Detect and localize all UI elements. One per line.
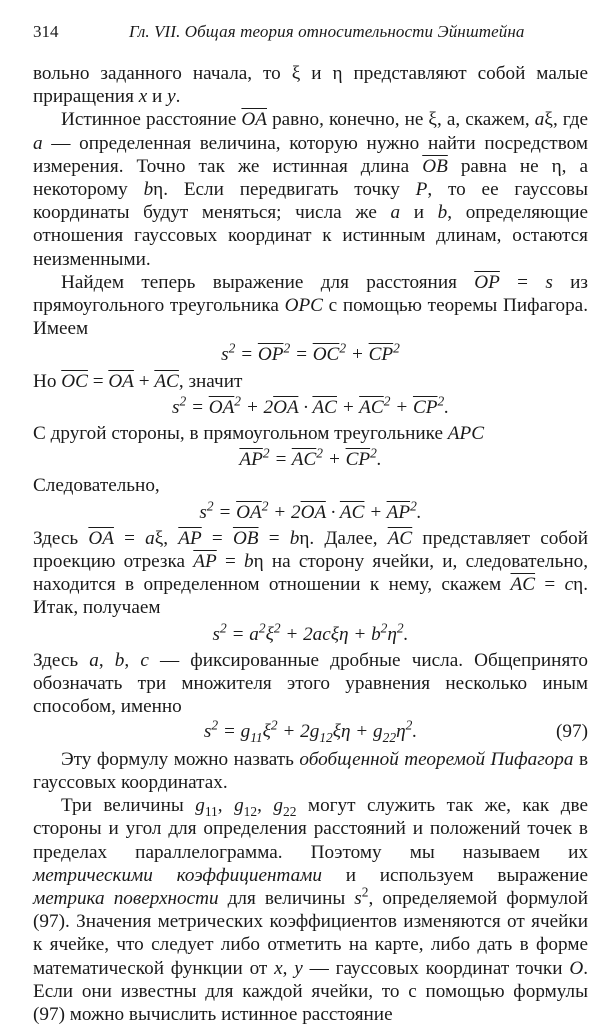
paragraph: Следовательно, xyxy=(33,475,160,497)
paragraph: Здесь a, b, c — фиксированные дробные числа. Общепринято обозначать три множителя этого уравнения несколько иным способом, именно xyxy=(33,649,588,718)
formula: $\overline{AP}^2 = \overline{AC}^2 + \overline{CP}^2$. xyxy=(239,445,382,471)
formula: $s^2 = \overline{OP}^2 = \overline{OC}^2 + \overline{CP}^2$ xyxy=(221,341,400,366)
paragraph: Здесь $\overline{OA} = a\xi$, $\overline{AP} = \overline{OB} = b\eta$. Далее, $\overline{AC}$ представляет собой проекцию отрезка $\overline{AP} = b\eta$ на сторону ячейки, и, следовательно, находится в определенном отношении к нему, скажем $\overline{AC} = c\eta$. Итак, получаем xyxy=(33,527,588,619)
paragraph: Найдем теперь выражение для расстояния $\overline{OP} = s$ из прямоугольного треугольника OPC с помощью теоремы Пифагора. Имеем xyxy=(33,271,588,340)
paragraph: Но $\overline{OC} = \overline{OA} + \overline{AC}$, значит xyxy=(33,370,243,392)
formula: $s^2 = a^2\xi^2 + 2ac\xi\eta + b^2\eta^2$. xyxy=(212,620,409,645)
running-title: Гл. VII. Общая теория относительности Эйнштейна xyxy=(129,22,525,41)
formula: $s^2 = \overline{OA}^2 + 2\overline{OA} \cdot \overline{AC} + \overline{AC}^2 + \overline{CP}^2$. xyxy=(171,393,450,418)
paragraph: Эту формулу можно назвать обобщенной теоремой Пифагора в гауссовых координатах. xyxy=(33,748,588,793)
paragraph: Истинное расстояние $\overline{OA}$ равно, конечно, не ξ, а, скажем, aξ, где a — определенная величина, которую нужно найти посредством измерения. Точно так же истинная длина $\overline{OB}$ равна не η, а некоторому bη. Если передвигать точку P, то ее гауссовы координаты будут меняться; числа же a и b, определяющие отношения гауссовых координат к истинным длинам, остаются неизменными. xyxy=(33,109,589,270)
paragraph: С другой стороны, в прямоугольном треугольнике APC xyxy=(33,423,485,445)
page-body xyxy=(33,62,588,1026)
formula-numbered: $s^2 = g_{11}\xi^2 + 2g_{12}\xi\eta + g_{22}\eta^2$. (97) xyxy=(203,718,588,746)
paragraph: вольно заданного начала, то ξ и η представляют собой малые приращения x и y. xyxy=(33,63,588,108)
paragraph: Три величины $g_{11}$, $g_{12}$, $g_{22}$ могут служить так же, как две стороны и угол для определения расстояний и положений точек в пределах параллелограмма. Поэтому мы называем их метрическими коэффициентами и используем выражение метрика поверхности для величины $s^2$, определяемой формулой (97). Значения метрических коэффициентов изменяются от ячейки к ячейке, что следует либо отметить на карте, либо дать в форме математической функции от x, y — гауссовых координат точки O. Если они известны для каждой ячейки, то с помощью формулы (97) можно вычислить истинное расстояние xyxy=(33,795,588,1025)
formula: $s^2 = \overline{OA}^2 + 2\overline{OA} \cdot \overline{AC} + \overline{AP}^2$. xyxy=(199,498,422,523)
equation-number: (97) xyxy=(556,721,588,743)
page-number: 314 xyxy=(33,22,59,41)
